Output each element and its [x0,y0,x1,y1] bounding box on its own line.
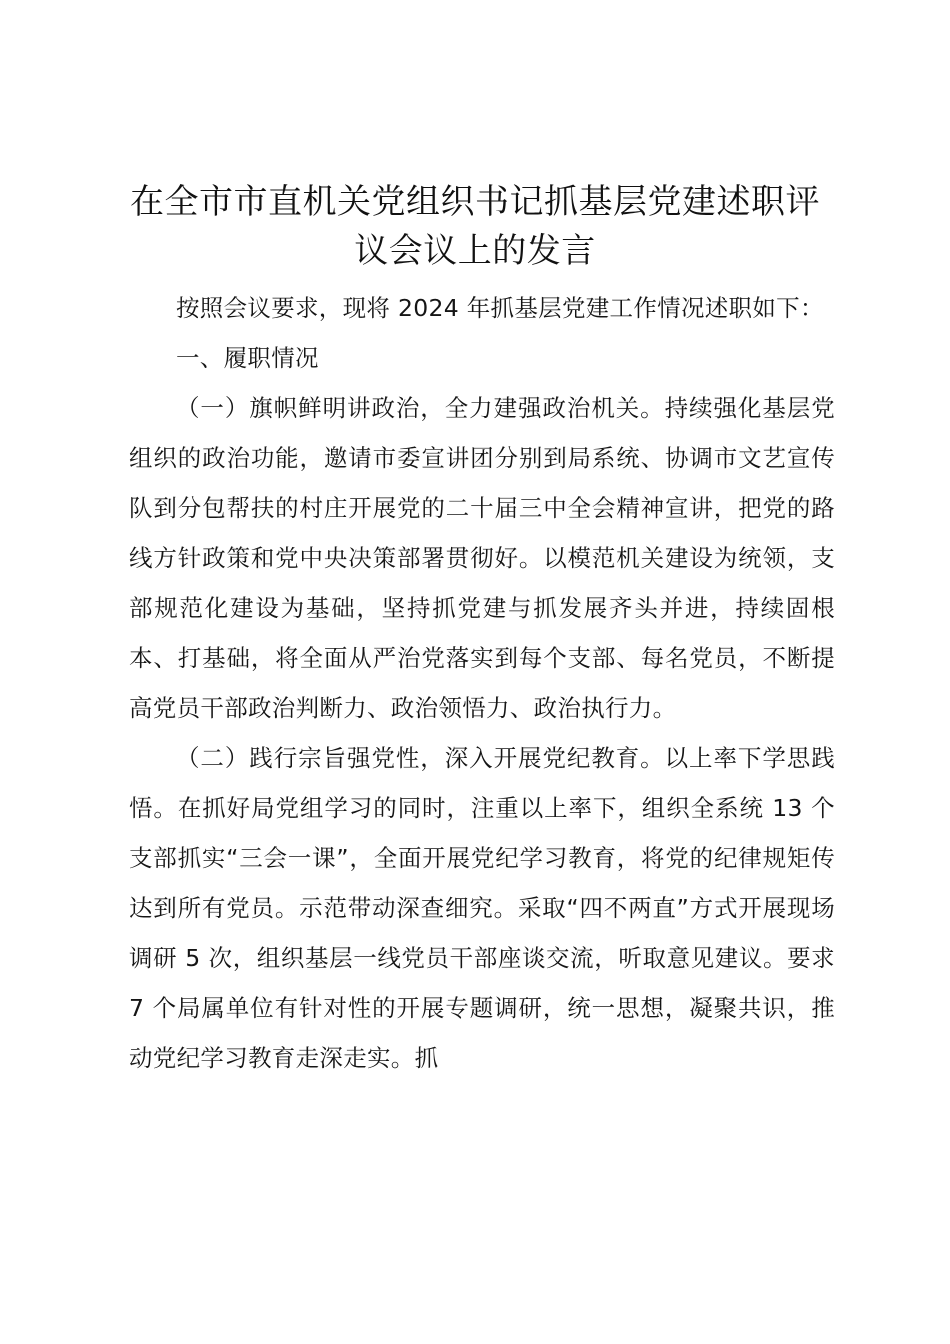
title-line-1: 在全市市直机关党组织书记抓基层党建述职评 [130,182,820,222]
document-title [118,178,832,276]
title-line-2: 议会议上的发言 [354,231,596,271]
intro-paragraph: 按照会议要求，现将 2024 年抓基层党建工作情况述职如下： [176,294,824,322]
paragraph-1: （一）旗帜鲜明讲政治，全力建强政治机关。持续强化基层党组织的政治功能，邀请市委宣讲团分别到局系统、协调市文艺宣传队到分包帮扶的村庄开展党的二十届三中全会精神宣讲，把党的路线方针政策和党中央决策部署贯彻好。以模范机关建设为统领，支部规范化建设为基础，坚持抓党建与抓发展齐头并进，持续固根本、打基础，将全面从严治党落实到每个支部、每名党员，不断提高党员干部政治判断力、政治领悟力、政治执行力。 [129,394,835,722]
paragraph-2: （二）践行宗旨强党性，深入开展党纪教育。以上率下学思践悟。在抓好局党组学习的同时，注重以上率下，组织全系统 13 个支部抓实“三会一课”，全面开展党纪学习教育，将党的纪律规矩传达到所有党员。示范带动深查细究。采取“四不两直”方式开展现场调研 5 次，组织基层一线党员干部座谈交流，听取意见建议。要求 7 个局属单位有针对性的开展专题调研，统一思想，凝聚共识，推动党纪学习教育走深走实。抓 [129,744,835,1072]
section-heading-1: 一、履职情况 [176,344,319,372]
document-body [129,283,835,1083]
